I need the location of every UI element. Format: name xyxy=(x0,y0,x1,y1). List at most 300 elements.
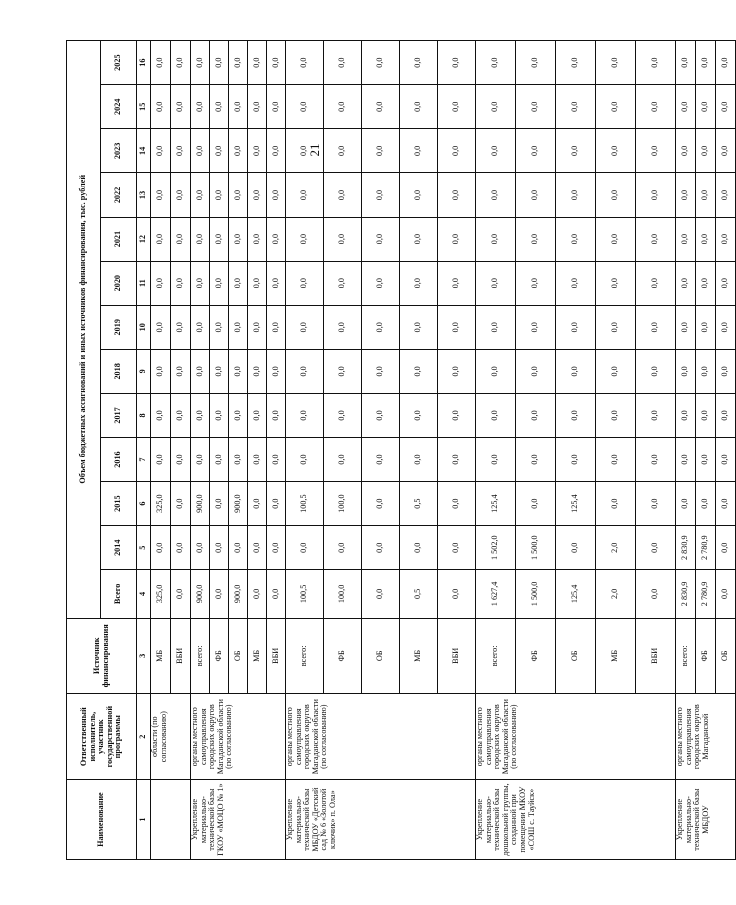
value-cell: 0,0 xyxy=(400,437,438,481)
value-cell: 1 500,0 xyxy=(516,570,556,618)
value-cell: 1 500,0 xyxy=(516,526,556,570)
value-cell: 900,0 xyxy=(191,570,210,618)
value-cell: 0,0 xyxy=(596,305,636,349)
value-cell: 0,0 xyxy=(716,437,736,481)
value-cell: 0,0 xyxy=(286,349,324,393)
row-source: ВБИ xyxy=(636,618,676,694)
row-source: ФБ xyxy=(696,618,716,694)
value-cell: 0,0 xyxy=(210,305,229,349)
value-cell: 0,0 xyxy=(438,173,476,217)
value-cell: 0,0 xyxy=(151,173,171,217)
value-cell: 0,0 xyxy=(248,482,267,526)
column-number: 1 xyxy=(137,780,151,860)
value-cell: 0,0 xyxy=(716,393,736,437)
row-source: всего: xyxy=(676,618,696,694)
value-cell: 0,0 xyxy=(476,173,516,217)
value-cell: 0,0 xyxy=(210,482,229,526)
value-cell: 0,0 xyxy=(400,129,438,173)
value-cell: 0,0 xyxy=(151,305,171,349)
value-cell: 0,0 xyxy=(596,393,636,437)
value-cell: 0,0 xyxy=(400,41,438,85)
row-source: МБ xyxy=(596,618,636,694)
value-cell: 0,0 xyxy=(596,437,636,481)
value-cell: 0,0 xyxy=(362,349,400,393)
row-source: ФБ xyxy=(210,618,229,694)
value-cell: 0,0 xyxy=(191,393,210,437)
value-cell: 0,0 xyxy=(716,41,736,85)
value-cell: 1 502,0 xyxy=(476,526,516,570)
column-number: 9 xyxy=(137,349,151,393)
row-source: ОБ xyxy=(362,618,400,694)
header-year: 2024 xyxy=(101,85,137,129)
value-cell: 0,0 xyxy=(556,173,596,217)
value-cell: 0,0 xyxy=(171,570,191,618)
value-cell: 0,0 xyxy=(286,85,324,129)
value-cell: 0,0 xyxy=(676,173,696,217)
value-cell: 0,0 xyxy=(696,217,716,261)
value-cell: 0,0 xyxy=(716,305,736,349)
row-source: МБ xyxy=(400,618,438,694)
value-cell: 0,0 xyxy=(636,393,676,437)
value-cell: 0,0 xyxy=(516,393,556,437)
header-year: 2018 xyxy=(101,349,137,393)
value-cell: 0,0 xyxy=(636,217,676,261)
header-year: 2017 xyxy=(101,393,137,437)
value-cell: 0,0 xyxy=(151,129,171,173)
value-cell: 0,0 xyxy=(516,173,556,217)
value-cell: 0,0 xyxy=(171,85,191,129)
table-row xyxy=(191,41,210,860)
value-cell: 0,0 xyxy=(476,349,516,393)
value-cell: 325,0 xyxy=(151,482,171,526)
value-cell: 0,0 xyxy=(516,261,556,305)
value-cell: 0,0 xyxy=(362,217,400,261)
value-cell: 0,0 xyxy=(151,437,171,481)
value-cell: 0,0 xyxy=(191,349,210,393)
value-cell: 0,0 xyxy=(191,305,210,349)
header-year: 2015 xyxy=(101,482,137,526)
value-cell: 0,0 xyxy=(248,261,267,305)
value-cell: 0,0 xyxy=(248,85,267,129)
header-year: 2023 xyxy=(101,129,137,173)
row-executor: области (по согласованию) xyxy=(151,694,191,780)
value-cell: 0,0 xyxy=(556,85,596,129)
value-cell: 0,0 xyxy=(248,305,267,349)
value-cell: 0,0 xyxy=(210,217,229,261)
value-cell: 0,0 xyxy=(400,349,438,393)
row-source: ВБИ xyxy=(171,618,191,694)
value-cell: 0,0 xyxy=(229,41,248,85)
value-cell: 0,0 xyxy=(476,85,516,129)
value-cell: 0,0 xyxy=(400,173,438,217)
value-cell: 0,0 xyxy=(362,482,400,526)
value-cell: 0,0 xyxy=(171,129,191,173)
value-cell: 0,0 xyxy=(324,173,362,217)
value-cell: 0,0 xyxy=(229,261,248,305)
value-cell: 0,0 xyxy=(676,349,696,393)
value-cell: 0,0 xyxy=(596,41,636,85)
value-cell: 0,0 xyxy=(324,129,362,173)
column-number: 14 xyxy=(137,129,151,173)
value-cell: 0,0 xyxy=(476,261,516,305)
row-source: МБ xyxy=(248,618,267,694)
value-cell: 0,0 xyxy=(516,41,556,85)
value-cell: 0,0 xyxy=(267,393,286,437)
row-source: ОБ xyxy=(716,618,736,694)
value-cell: 0,0 xyxy=(516,437,556,481)
row-source: всего: xyxy=(286,618,324,694)
value-cell: 0,0 xyxy=(696,393,716,437)
value-cell: 0,0 xyxy=(476,305,516,349)
value-cell: 0,0 xyxy=(286,305,324,349)
value-cell: 0,0 xyxy=(716,173,736,217)
value-cell: 0,0 xyxy=(362,261,400,305)
value-cell: 0,0 xyxy=(286,41,324,85)
value-cell: 0,0 xyxy=(191,41,210,85)
header-source: Источник финансирования xyxy=(67,618,137,694)
value-cell: 0,0 xyxy=(556,526,596,570)
value-cell: 0,0 xyxy=(516,482,556,526)
value-cell: 0,0 xyxy=(696,41,716,85)
value-cell: 0,0 xyxy=(362,41,400,85)
value-cell: 0,0 xyxy=(676,482,696,526)
value-cell: 0,0 xyxy=(636,129,676,173)
value-cell: 2 830,9 xyxy=(676,526,696,570)
value-cell: 0,0 xyxy=(210,129,229,173)
header-year: 2019 xyxy=(101,305,137,349)
value-cell: 0,0 xyxy=(210,41,229,85)
value-cell: 0,0 xyxy=(286,393,324,437)
column-number: 5 xyxy=(137,526,151,570)
value-cell: 0,0 xyxy=(438,217,476,261)
value-cell: 0,0 xyxy=(438,41,476,85)
row-source: ОБ xyxy=(229,618,248,694)
value-cell: 125,4 xyxy=(556,482,596,526)
value-cell: 0,0 xyxy=(596,482,636,526)
column-number: 3 xyxy=(137,618,151,694)
value-cell: 0,0 xyxy=(676,393,696,437)
value-cell: 0,0 xyxy=(676,85,696,129)
value-cell: 0,0 xyxy=(556,261,596,305)
value-cell: 0,0 xyxy=(324,526,362,570)
value-cell: 0,0 xyxy=(516,129,556,173)
value-cell: 0,0 xyxy=(400,526,438,570)
value-cell: 0,0 xyxy=(151,85,171,129)
value-cell: 0,0 xyxy=(267,482,286,526)
financing-table xyxy=(66,40,736,860)
value-cell: 0,0 xyxy=(171,173,191,217)
column-number-row xyxy=(137,41,151,860)
table-row xyxy=(151,41,171,860)
value-cell: 325,0 xyxy=(151,570,171,618)
header-name: Наименование xyxy=(67,780,137,860)
value-cell: 0,0 xyxy=(229,393,248,437)
header-year: 2021 xyxy=(101,217,137,261)
value-cell: 0,0 xyxy=(556,217,596,261)
value-cell: 0,0 xyxy=(556,41,596,85)
value-cell: 0,0 xyxy=(716,217,736,261)
value-cell: 0,0 xyxy=(286,217,324,261)
value-cell: 0,0 xyxy=(210,570,229,618)
value-cell: 2 780,9 xyxy=(696,526,716,570)
value-cell: 0,0 xyxy=(362,393,400,437)
column-number: 16 xyxy=(137,41,151,85)
value-cell: 0,0 xyxy=(362,305,400,349)
value-cell: 0,0 xyxy=(400,305,438,349)
value-cell: 0,0 xyxy=(556,437,596,481)
value-cell: 0,0 xyxy=(229,85,248,129)
value-cell: 0,0 xyxy=(324,217,362,261)
value-cell: 0,0 xyxy=(324,393,362,437)
value-cell: 0,0 xyxy=(676,437,696,481)
value-cell: 0,0 xyxy=(400,261,438,305)
value-cell: 0,0 xyxy=(151,261,171,305)
value-cell: 0,0 xyxy=(210,526,229,570)
value-cell: 0,0 xyxy=(267,173,286,217)
value-cell: 0,0 xyxy=(556,129,596,173)
column-number: 12 xyxy=(137,217,151,261)
row-name: Укрепление материально-технической базы дошкольной группы, созданной при помещении МКОУ «СОШ с. Тауйск» xyxy=(476,780,676,860)
value-cell: 0,0 xyxy=(716,526,736,570)
value-cell: 0,0 xyxy=(151,41,171,85)
value-cell: 0,0 xyxy=(151,393,171,437)
value-cell: 100,5 xyxy=(286,570,324,618)
value-cell: 0,0 xyxy=(248,526,267,570)
value-cell: 0,0 xyxy=(636,570,676,618)
value-cell: 0,0 xyxy=(267,217,286,261)
value-cell: 0,0 xyxy=(171,437,191,481)
value-cell: 0,0 xyxy=(210,261,229,305)
value-cell: 0,0 xyxy=(400,217,438,261)
column-number: 13 xyxy=(137,173,151,217)
value-cell: 0,0 xyxy=(476,217,516,261)
row-source: ФБ xyxy=(324,618,362,694)
row-source: всего: xyxy=(191,618,210,694)
rotated-page xyxy=(66,40,730,860)
value-cell: 2 780,9 xyxy=(696,570,716,618)
header-year: 2022 xyxy=(101,173,137,217)
value-cell: 0,0 xyxy=(324,305,362,349)
value-cell: 125,4 xyxy=(556,570,596,618)
row-source: ОБ xyxy=(556,618,596,694)
column-number: 15 xyxy=(137,85,151,129)
value-cell: 0,0 xyxy=(324,261,362,305)
value-cell: 0,0 xyxy=(210,173,229,217)
column-number: 8 xyxy=(137,393,151,437)
header-volume: Объем бюджетных ассигнований и иных источников финансирования, тыс. рублей xyxy=(67,41,101,619)
value-cell: 0,0 xyxy=(716,85,736,129)
value-cell: 0,0 xyxy=(716,482,736,526)
value-cell: 100,0 xyxy=(324,570,362,618)
value-cell: 0,0 xyxy=(171,305,191,349)
value-cell: 100,0 xyxy=(324,482,362,526)
value-cell: 0,0 xyxy=(248,437,267,481)
value-cell: 0,5 xyxy=(400,482,438,526)
value-cell: 0,0 xyxy=(286,526,324,570)
value-cell: 0,0 xyxy=(171,526,191,570)
value-cell: 0,0 xyxy=(696,482,716,526)
value-cell: 0,0 xyxy=(716,129,736,173)
value-cell: 0,0 xyxy=(438,349,476,393)
value-cell: 0,0 xyxy=(696,129,716,173)
page-number: 21 xyxy=(307,143,322,157)
value-cell: 0,0 xyxy=(676,129,696,173)
header-year: 2016 xyxy=(101,437,137,481)
value-cell: 0,0 xyxy=(248,173,267,217)
column-number: 10 xyxy=(137,305,151,349)
value-cell: 900,0 xyxy=(191,482,210,526)
value-cell: 0,0 xyxy=(596,85,636,129)
column-number: 4 xyxy=(137,570,151,618)
value-cell: 0,5 xyxy=(400,570,438,618)
value-cell: 2 830,9 xyxy=(676,570,696,618)
header-year: 2025 xyxy=(101,41,137,85)
header-year: 2020 xyxy=(101,261,137,305)
value-cell: 0,0 xyxy=(267,526,286,570)
value-cell: 0,0 xyxy=(438,85,476,129)
value-cell: 0,0 xyxy=(636,305,676,349)
value-cell: 0,0 xyxy=(229,173,248,217)
value-cell: 1 627,4 xyxy=(476,570,516,618)
value-cell: 0,0 xyxy=(556,393,596,437)
value-cell: 0,0 xyxy=(191,217,210,261)
table-row xyxy=(476,41,516,860)
value-cell: 0,0 xyxy=(636,85,676,129)
value-cell: 0,0 xyxy=(476,129,516,173)
value-cell: 0,0 xyxy=(676,217,696,261)
value-cell: 0,0 xyxy=(476,437,516,481)
value-cell: 0,0 xyxy=(476,41,516,85)
value-cell: 0,0 xyxy=(171,482,191,526)
value-cell: 0,0 xyxy=(191,173,210,217)
table-row xyxy=(286,41,324,860)
column-number: 2 xyxy=(137,694,151,780)
value-cell: 0,0 xyxy=(171,261,191,305)
value-cell: 0,0 xyxy=(716,261,736,305)
value-cell: 0,0 xyxy=(596,349,636,393)
value-cell: 0,0 xyxy=(362,526,400,570)
value-cell: 0,0 xyxy=(286,173,324,217)
value-cell: 0,0 xyxy=(556,305,596,349)
value-cell: 0,0 xyxy=(696,349,716,393)
value-cell: 0,0 xyxy=(516,305,556,349)
value-cell: 0,0 xyxy=(516,349,556,393)
value-cell: 0,0 xyxy=(362,129,400,173)
value-cell: 0,0 xyxy=(438,261,476,305)
value-cell: 0,0 xyxy=(324,349,362,393)
value-cell: 0,0 xyxy=(636,349,676,393)
value-cell: 0,0 xyxy=(229,129,248,173)
value-cell: 0,0 xyxy=(438,393,476,437)
value-cell: 0,0 xyxy=(229,217,248,261)
value-cell: 0,0 xyxy=(267,305,286,349)
value-cell: 0,0 xyxy=(476,393,516,437)
value-cell: 0,0 xyxy=(286,129,324,173)
value-cell: 0,0 xyxy=(267,437,286,481)
value-cell: 0,0 xyxy=(438,305,476,349)
value-cell: 0,0 xyxy=(267,349,286,393)
value-cell: 0,0 xyxy=(267,85,286,129)
value-cell: 0,0 xyxy=(696,305,716,349)
value-cell: 0,0 xyxy=(438,437,476,481)
row-source: всего: xyxy=(476,618,516,694)
value-cell: 0,0 xyxy=(676,305,696,349)
value-cell: 0,0 xyxy=(362,173,400,217)
value-cell: 0,0 xyxy=(696,85,716,129)
value-cell: 0,0 xyxy=(438,482,476,526)
value-cell: 0,0 xyxy=(191,85,210,129)
value-cell: 2,0 xyxy=(596,570,636,618)
value-cell: 0,0 xyxy=(676,41,696,85)
row-name xyxy=(151,780,191,860)
value-cell: 0,0 xyxy=(696,173,716,217)
row-name: Укрепление материально-технической базы ГКОУ «МОЦО № 1» xyxy=(191,780,286,860)
value-cell: 0,0 xyxy=(676,261,696,305)
value-cell: 0,0 xyxy=(324,437,362,481)
value-cell: 0,0 xyxy=(171,217,191,261)
column-number: 7 xyxy=(137,437,151,481)
value-cell: 0,0 xyxy=(248,129,267,173)
value-cell: 0,0 xyxy=(248,349,267,393)
value-cell: 0,0 xyxy=(191,437,210,481)
value-cell: 0,0 xyxy=(438,526,476,570)
row-executor: органы местного самоуправления городских округов Магаданской области (по согласованию) xyxy=(476,694,676,780)
value-cell: 0,0 xyxy=(400,85,438,129)
value-cell: 0,0 xyxy=(636,173,676,217)
value-cell: 0,0 xyxy=(191,526,210,570)
row-executor: органы местного самоуправления городских округов Магаданской области (по согласованию) xyxy=(286,694,476,780)
value-cell: 0,0 xyxy=(516,217,556,261)
value-cell: 0,0 xyxy=(438,570,476,618)
row-source: ФБ xyxy=(516,618,556,694)
value-cell: 0,0 xyxy=(636,482,676,526)
value-cell: 0,0 xyxy=(716,349,736,393)
row-name: Укрепление материально-технической базы МБДОУ xyxy=(676,780,736,860)
value-cell: 0,0 xyxy=(362,437,400,481)
value-cell: 0,0 xyxy=(596,173,636,217)
value-cell: 0,0 xyxy=(267,129,286,173)
value-cell: 0,0 xyxy=(696,437,716,481)
value-cell: 0,0 xyxy=(171,393,191,437)
value-cell: 2,0 xyxy=(596,526,636,570)
value-cell: 900,0 xyxy=(229,482,248,526)
value-cell: 0,0 xyxy=(267,570,286,618)
row-executor: органы местного самоуправления городских округов Магаданской области (по согласованию) xyxy=(191,694,286,780)
value-cell: 0,0 xyxy=(324,41,362,85)
value-cell: 0,0 xyxy=(229,349,248,393)
value-cell: 0,0 xyxy=(210,437,229,481)
value-cell: 0,0 xyxy=(210,349,229,393)
value-cell: 0,0 xyxy=(248,570,267,618)
value-cell: 0,0 xyxy=(400,393,438,437)
value-cell: 0,0 xyxy=(151,349,171,393)
value-cell: 0,0 xyxy=(248,217,267,261)
row-source: МБ xyxy=(151,618,171,694)
value-cell: 0,0 xyxy=(267,41,286,85)
value-cell: 0,0 xyxy=(248,41,267,85)
value-cell: 0,0 xyxy=(191,129,210,173)
value-cell: 0,0 xyxy=(556,349,596,393)
value-cell: 0,0 xyxy=(229,305,248,349)
value-cell: 0,0 xyxy=(438,129,476,173)
value-cell: 0,0 xyxy=(596,129,636,173)
value-cell: 0,0 xyxy=(636,261,676,305)
header-year: 2014 xyxy=(101,526,137,570)
value-cell: 0,0 xyxy=(362,570,400,618)
value-cell: 0,0 xyxy=(229,437,248,481)
value-cell: 0,0 xyxy=(267,261,286,305)
value-cell: 100,5 xyxy=(286,482,324,526)
